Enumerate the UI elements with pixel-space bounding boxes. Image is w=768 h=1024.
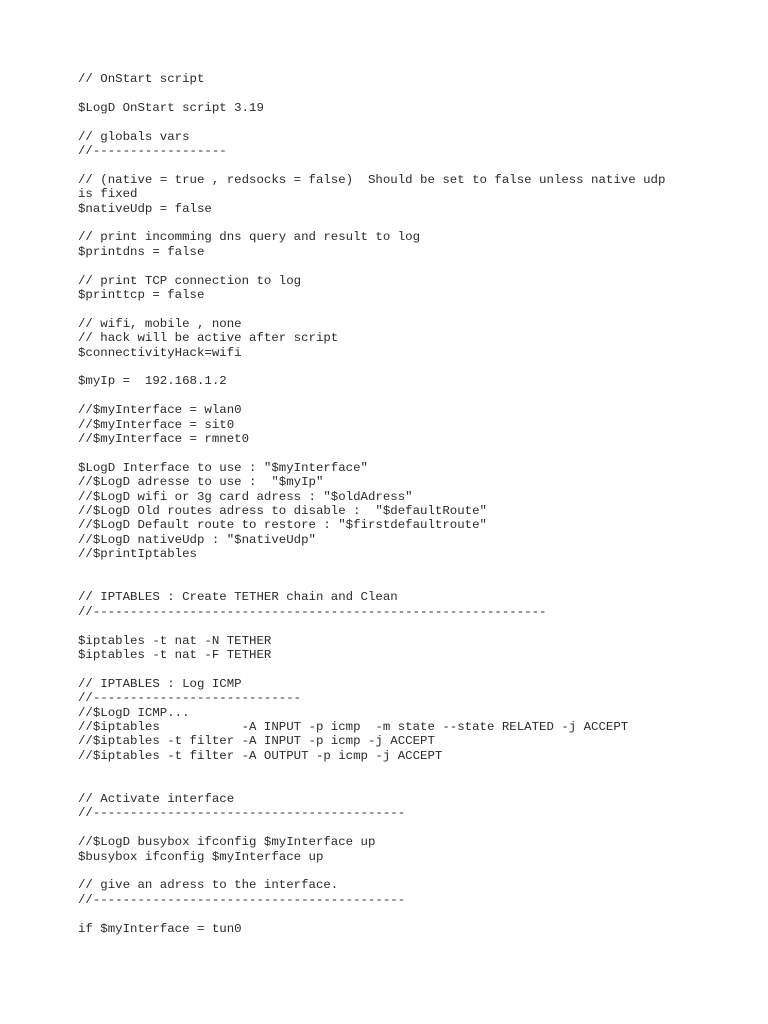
code-line: //$LogD ICMP... [78, 705, 190, 720]
code-line: $printtcp = false [78, 288, 205, 303]
code-line [78, 360, 718, 374]
code-line: $busybox ifconfig $myInterface up [78, 849, 324, 864]
code-line: // hack will be active after script [78, 331, 339, 346]
code-line: //$printIptables [78, 547, 197, 562]
code-line [78, 562, 718, 576]
code-line [78, 778, 718, 792]
code-line [78, 389, 718, 403]
code-line: //$iptables -A INPUT -p icmp -m state --state RELATED -j ACCEPT [78, 720, 629, 735]
code-line: $LogD OnStart script 3.19 [78, 100, 264, 115]
code-line [78, 446, 718, 460]
code-line: //$myInterface = sit0 [78, 417, 235, 432]
code-line: $iptables -t nat -F TETHER [78, 648, 272, 663]
code-line: $LogD Interface to use : "$myInterface" [78, 460, 368, 475]
code-line: if $myInterface = tun0 [78, 921, 242, 936]
code-line: $myIp = 192.168.1.2 [78, 374, 227, 389]
code-line: // OnStart script [78, 72, 205, 86]
code-line: // (native = true , redsocks = false) Should be set to false unless native udp [78, 172, 666, 187]
code-line: $nativeUdp = false [78, 201, 212, 216]
code-line: //$myInterface = wlan0 [78, 403, 242, 418]
code-line [78, 115, 718, 129]
code-line [78, 158, 718, 172]
code-line: //$LogD busybox ifconfig $myInterface up [78, 835, 376, 850]
code-line: $iptables -t nat -N TETHER [78, 633, 272, 648]
code-line: // give an adress to the interface. [78, 878, 339, 893]
code-line: //$iptables -t filter -A OUTPUT -p icmp -j ACCEPT [78, 748, 443, 763]
code-line [78, 662, 718, 676]
code-line: // print incomming dns query and result to log [78, 230, 421, 245]
code-line [78, 864, 718, 878]
code-line: //------------------ [78, 144, 227, 158]
code-line: //$iptables -t filter -A INPUT -p icmp -j ACCEPT [78, 734, 435, 749]
script-code-block [78, 72, 718, 936]
code-line: //$LogD adresse to use : "$myIp" [78, 475, 324, 490]
code-line [78, 619, 718, 633]
code-line: // globals vars [78, 129, 190, 144]
code-line: //------------------------------------------ [78, 806, 406, 821]
code-line: // IPTABLES : Create TETHER chain and Clean [78, 590, 398, 605]
code-line: // Activate interface [78, 792, 235, 807]
code-line: is fixed [78, 187, 138, 202]
code-line: //------------------------------------------------------------- [78, 604, 547, 619]
code-line: //$myInterface = rmnet0 [78, 432, 250, 447]
code-line [78, 821, 718, 835]
code-line: // IPTABLES : Log ICMP [78, 676, 242, 691]
code-line: //$LogD Old routes adress to disable : "$defaultRoute" [78, 504, 487, 519]
code-line: //$LogD nativeUdp : "$nativeUdp" [78, 532, 316, 547]
code-line [78, 302, 718, 316]
code-line: //------------------------------------------ [78, 892, 406, 907]
code-line [78, 907, 718, 921]
code-line: $connectivityHack=wifi [78, 345, 242, 360]
code-line [78, 86, 718, 100]
code-line: //---------------------------- [78, 691, 302, 706]
code-line: $printdns = false [78, 244, 205, 259]
code-line: // print TCP connection to log [78, 273, 302, 288]
code-line: // wifi, mobile , none [78, 316, 242, 331]
code-line [78, 216, 718, 230]
code-line: //$LogD Default route to restore : "$firstdefaultroute" [78, 518, 487, 533]
code-line [78, 576, 718, 590]
code-line [78, 259, 718, 273]
code-line: //$LogD wifi or 3g card adress : "$oldAdress" [78, 489, 413, 504]
code-line [78, 763, 718, 777]
